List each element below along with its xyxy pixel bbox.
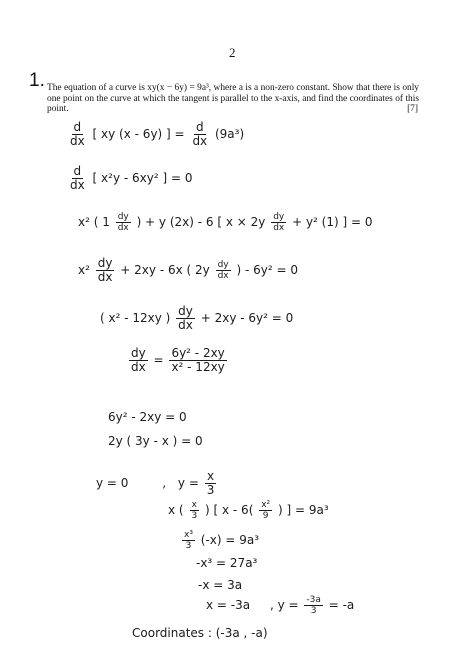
working-line-8: 2y ( 3y - x ) = 0 — [108, 434, 203, 448]
line-11-part-b: (-x) = 9a³ — [200, 533, 260, 547]
line-5-part-a: ( x² - 12xy ) — [100, 311, 171, 325]
derivative-operator: $\frac{d}{dx}$ — [70, 164, 85, 192]
working-line-1 — [66, 121, 244, 148]
working-line-12: -x³ = 27a³ — [196, 556, 258, 570]
line-14-part-a: x = -3a — [206, 598, 251, 612]
working-line-5 — [100, 305, 293, 332]
line-3-part-c: + y² (1) ] = 0 — [292, 215, 373, 229]
line-9-part-a: y = 0 — [96, 476, 129, 490]
question-text: The equation of a curve is xy(x − 6y) = 9a³, where a is a non-zero constant. Show that there is only one point on the curve at which the tangent is parallel to the x-axis, and find the coordinates of this point. — [47, 83, 419, 115]
working-line-6 — [127, 347, 229, 374]
working-line-13: -x = 3a — [198, 578, 243, 592]
dy-dx-fraction: $\frac{dy}{dx}$ — [273, 212, 285, 233]
working-line-11 — [180, 530, 259, 551]
page-number: 2 — [229, 45, 236, 60]
derivative-operator: $\frac{d}{dx}$ — [70, 120, 85, 148]
line-3-part-a: x² ( 1 — [78, 215, 110, 229]
coordinates-answer: Coordinates : (-3a , -a) — [132, 626, 268, 640]
dy-dx-result-fraction: $\frac{\text{6y² - 2xy}}{\text{x² - 12xy}}$ — [171, 346, 225, 374]
line-5-part-b: + 2xy - 6y² = 0 — [200, 311, 294, 325]
dy-dx-fraction: $\frac{dy}{dx}$ — [97, 256, 113, 284]
working-line-2 — [66, 165, 192, 192]
working-line-10 — [168, 500, 329, 521]
line-4-part-a: x² — [78, 263, 90, 277]
line-10-part-c: ) ] = 9a³ — [277, 503, 329, 517]
y-value-fraction: $\frac{-3a}{3}$ — [306, 595, 321, 616]
working-line-3 — [78, 212, 373, 233]
line-9-comma: , — [162, 476, 167, 490]
line-3-part-b: ) + y (2x) - 6 [ x × 2y — [136, 215, 266, 229]
line-9-part-c: y = — [177, 476, 199, 490]
line-4-part-c: ) - 6y² = 0 — [236, 263, 298, 277]
working-line-14 — [206, 595, 354, 616]
working-line-7: 6y² - 2xy = 0 — [108, 410, 187, 424]
line-1-rhs: (9a³) — [214, 127, 245, 141]
dy-dx-fraction: $\frac{dy}{dx}$ — [217, 260, 229, 281]
dy-dx-fraction: $\frac{dy}{dx}$ — [131, 346, 146, 374]
x2-over-9-fraction: $\frac{\text{x²}}{9}$ — [261, 500, 271, 521]
working-line-4 — [78, 257, 298, 284]
x-over-3-fraction: $\frac{x}{3}$ — [206, 469, 215, 497]
dy-dx-fraction: $\frac{dy}{dx}$ — [178, 304, 193, 332]
equals-sign: = — [174, 127, 185, 141]
line-1-lhs: [ xy (x - 6y) ] — [92, 127, 171, 141]
question-marks: [7] — [407, 104, 418, 114]
question-number: 1. — [29, 70, 45, 91]
working-line-9 — [96, 470, 218, 497]
x3-over-3-fraction: $\frac{\text{x³}}{3}$ — [184, 530, 193, 551]
line-2-body: [ x²y - 6xy² ] = 0 — [92, 171, 193, 185]
dy-dx-fraction: $\frac{dy}{dx}$ — [117, 212, 129, 233]
line-10-part-a: x ( — [168, 503, 184, 517]
line-10-part-b: ) [ x - 6( — [205, 503, 254, 517]
equals-sign: = — [153, 353, 164, 367]
line-14-part-b: , y = — [269, 598, 299, 612]
line-4-part-b: + 2xy - 6x ( 2y — [120, 263, 210, 277]
x-over-3-fraction: $\frac{x}{3}$ — [191, 500, 198, 521]
line-14-part-c: = -a — [328, 598, 355, 612]
derivative-operator: $\frac{d}{dx}$ — [192, 120, 208, 148]
